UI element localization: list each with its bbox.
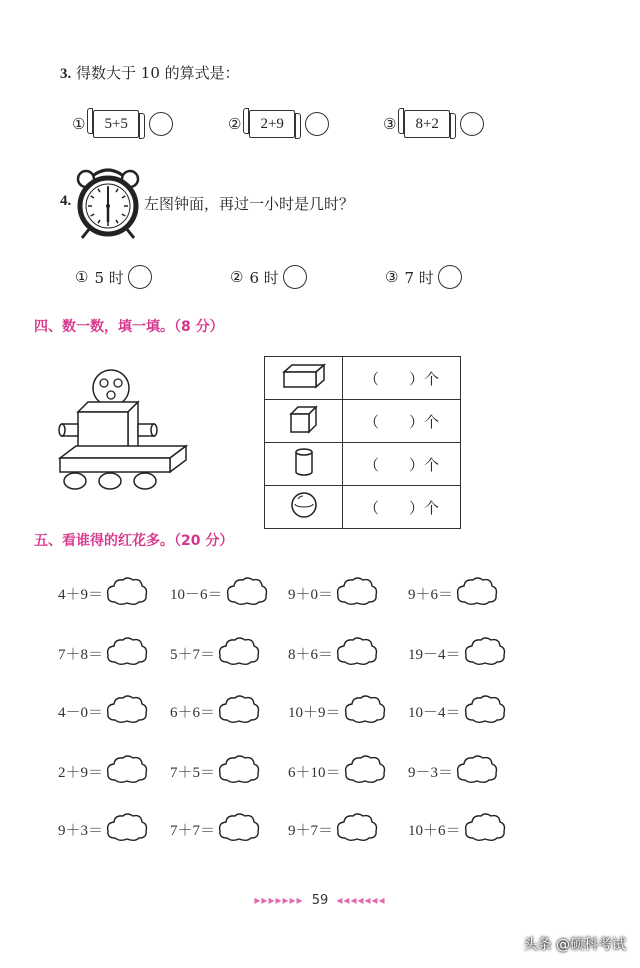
q4-option-1[interactable] xyxy=(75,265,152,289)
footer-left-arrows: ▸▸▸▸▸▸▸ xyxy=(254,893,304,907)
equation-item xyxy=(58,754,149,789)
q4-option-3[interactable] xyxy=(385,265,462,289)
equation-text: 6＋6＝ xyxy=(170,705,216,721)
answer-cloud-icon[interactable] xyxy=(215,754,261,789)
equation-item xyxy=(288,576,379,611)
equation-text: 10－6＝ xyxy=(170,587,223,603)
answer-cloud-icon[interactable] xyxy=(333,812,379,847)
q4-option-3-label: 7 时 xyxy=(404,268,434,287)
answer-cloud-icon[interactable] xyxy=(103,636,149,671)
q4-option-1-label: 5 时 xyxy=(94,268,124,287)
equation-text: 19－4＝ xyxy=(408,647,461,663)
section4-title: 四、数一数，填一填。（8 分） xyxy=(34,319,224,335)
q3-option-3-marker: ③ xyxy=(383,115,397,133)
shape-cell xyxy=(265,357,343,400)
equation-text: 9＋7＝ xyxy=(288,823,334,839)
equation-item xyxy=(288,694,387,729)
equation-item xyxy=(58,636,149,671)
answer-cloud-icon[interactable] xyxy=(103,754,149,789)
q4-option-2-answer-circle[interactable] xyxy=(283,265,307,289)
equation-item xyxy=(288,636,379,671)
equation-text: 8＋6＝ xyxy=(288,647,334,663)
page-number: 59 xyxy=(311,893,329,908)
equation-text: 2＋9＝ xyxy=(58,765,104,781)
q3-option-1[interactable] xyxy=(72,110,173,138)
q4-option-2-label: 6 时 xyxy=(249,268,279,287)
equation-text: 6＋10＝ xyxy=(288,765,341,781)
equation-item xyxy=(408,576,499,611)
shape-count-sphere[interactable]: （ ）个 xyxy=(343,486,461,529)
cylinder-icon xyxy=(292,446,316,478)
shape-count-cylinder[interactable]: （ ）个 xyxy=(343,443,461,486)
equation-text: 4－0＝ xyxy=(58,705,104,721)
equation-text: 9＋3＝ xyxy=(58,823,104,839)
equation-item xyxy=(408,812,507,847)
answer-cloud-icon[interactable] xyxy=(453,754,499,789)
answer-cloud-icon[interactable] xyxy=(215,636,261,671)
q4-option-3-answer-circle[interactable] xyxy=(438,265,462,289)
q4-number: 4. xyxy=(60,193,72,209)
sphere-icon xyxy=(289,490,319,520)
alarm-clock-icon xyxy=(74,162,142,242)
equation-text: 5＋7＝ xyxy=(170,647,216,663)
shape-row-sphere xyxy=(265,486,461,529)
q4-option-2-marker: ② xyxy=(230,268,244,286)
equation-item xyxy=(170,636,261,671)
answer-cloud-icon[interactable] xyxy=(461,812,507,847)
answer-cloud-icon[interactable] xyxy=(461,694,507,729)
answer-cloud-icon[interactable] xyxy=(461,636,507,671)
answer-cloud-icon[interactable] xyxy=(341,694,387,729)
shape-row-cuboid xyxy=(265,357,461,400)
cube-icon xyxy=(287,404,321,434)
equation-text: 10＋6＝ xyxy=(408,823,461,839)
q3-option-2-marker: ② xyxy=(228,115,242,133)
equation-text: 7＋5＝ xyxy=(170,765,216,781)
q3-option-2[interactable] xyxy=(228,110,329,138)
answer-cloud-icon[interactable] xyxy=(215,812,261,847)
equation-item xyxy=(288,754,387,789)
equation-item xyxy=(408,694,507,729)
equation-item xyxy=(408,636,507,671)
shape-row-cylinder xyxy=(265,443,461,486)
answer-cloud-icon[interactable] xyxy=(333,636,379,671)
section5-title: 五、看谁得的红花多。（20 分） xyxy=(34,533,234,549)
shape-cell xyxy=(265,486,343,529)
equation-text: 10－4＝ xyxy=(408,705,461,721)
answer-cloud-icon[interactable] xyxy=(103,576,149,611)
q4-text: 左图钟面，再过一小时是几时？ xyxy=(144,195,355,213)
q4-option-1-answer-circle[interactable] xyxy=(128,265,152,289)
equation-text: 7＋7＝ xyxy=(170,823,216,839)
answer-cloud-icon[interactable] xyxy=(341,754,387,789)
equation-item xyxy=(408,754,499,789)
q3-option-2-scroll: 2+9 xyxy=(249,110,294,138)
equation-item xyxy=(170,694,261,729)
equation-text: 9＋0＝ xyxy=(288,587,334,603)
q3-option-2-answer-circle[interactable] xyxy=(305,112,329,136)
equation-item xyxy=(170,754,261,789)
equation-item xyxy=(58,694,149,729)
q4-option-3-marker: ③ xyxy=(385,268,399,286)
q3-option-1-answer-circle[interactable] xyxy=(149,112,173,136)
answer-cloud-icon[interactable] xyxy=(103,694,149,729)
q3-number: 3. xyxy=(60,66,72,82)
page-footer xyxy=(0,893,640,908)
shape-row-cube xyxy=(265,400,461,443)
q3-option-1-scroll: 5+5 xyxy=(93,110,138,138)
shape-count-cuboid[interactable]: （ ）个 xyxy=(343,357,461,400)
q3-option-3-scroll: 8+2 xyxy=(404,110,449,138)
answer-cloud-icon[interactable] xyxy=(223,576,269,611)
equation-text: 4＋9＝ xyxy=(58,587,104,603)
equation-text: 10＋9＝ xyxy=(288,705,341,721)
equation-item xyxy=(58,812,149,847)
q3-title xyxy=(60,62,240,83)
cuboid-icon xyxy=(280,362,328,390)
answer-cloud-icon[interactable] xyxy=(103,812,149,847)
shape-count-table xyxy=(264,356,461,529)
shape-cell xyxy=(265,443,343,486)
footer-right-arrows: ◂◂◂◂◂◂◂ xyxy=(336,893,386,907)
answer-cloud-icon[interactable] xyxy=(333,576,379,611)
equation-item xyxy=(288,812,379,847)
q3-option-3-answer-circle[interactable] xyxy=(460,112,484,136)
q4-option-2[interactable] xyxy=(230,265,307,289)
equation-text: 9－3＝ xyxy=(408,765,454,781)
shape-count-cube[interactable]: （ ）个 xyxy=(343,400,461,443)
q4-option-1-marker: ① xyxy=(75,268,89,286)
equation-item xyxy=(170,576,269,611)
equation-text: 9＋6＝ xyxy=(408,587,454,603)
q3-option-1-marker: ① xyxy=(72,115,86,133)
equation-text: 7＋8＝ xyxy=(58,647,104,663)
answer-cloud-icon[interactable] xyxy=(453,576,499,611)
q3-text: 得数大于 10 的算式是： xyxy=(76,64,240,82)
answer-cloud-icon[interactable] xyxy=(215,694,261,729)
shape-cell xyxy=(265,400,343,443)
equation-item xyxy=(170,812,261,847)
equation-item xyxy=(58,576,149,611)
robot-figure xyxy=(58,360,193,495)
q3-option-3[interactable] xyxy=(383,110,484,138)
watermark: 头条 @硕科考试 xyxy=(523,937,626,953)
